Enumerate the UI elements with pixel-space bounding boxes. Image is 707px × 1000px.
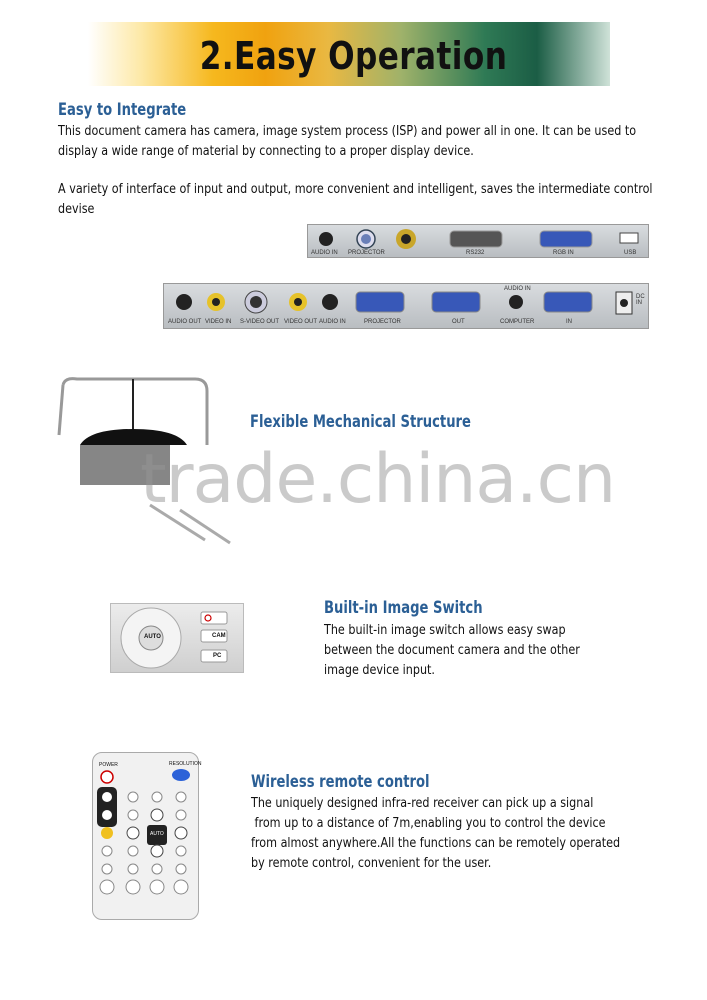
port-panel-top <box>307 224 649 258</box>
port-label: OUT <box>452 319 465 325</box>
port-label: S-VIDEO OUT <box>240 319 280 325</box>
port-label: IN <box>566 319 572 325</box>
heading-built-in-image-switch: Built-in Image Switch <box>324 598 483 618</box>
switch-pc-label: PC <box>213 653 222 659</box>
port-panel-bottom <box>163 283 649 329</box>
port-label: COMPUTER <box>500 319 535 325</box>
switch-cam-label: CAM <box>212 633 226 639</box>
port-label: VIDEO OUT <box>284 319 318 325</box>
port-label: VIDEO IN <box>205 319 232 325</box>
port-label: AUDIO IN <box>504 286 531 292</box>
port-label: AUDIO OUT <box>168 319 202 325</box>
heading-flexible-mechanical-structure: Flexible Mechanical Structure <box>250 412 471 432</box>
port-label: DC IN <box>636 294 645 306</box>
integrate-para1-line2: display a wide range of material by connecting to a proper display device. <box>58 144 474 159</box>
port-label: RGB IN <box>553 250 574 256</box>
remote-auto-label: AUTO <box>150 831 164 837</box>
port-label: AUDIO IN <box>319 319 346 325</box>
heading-easy-to-integrate: Easy to Integrate <box>58 100 187 120</box>
switch-line3: image device input. <box>324 663 435 678</box>
switch-line1: The built-in image switch allows easy swap <box>324 623 566 638</box>
integrate-para2-line1: A variety of interface of input and output, more convenient and intelligent, saves the intermediate control <box>58 182 653 197</box>
remote-resolution-label: RESOLUTION <box>169 761 202 767</box>
port-label: RS232 <box>466 250 485 256</box>
remote-line4: by remote control, convenient for the user. <box>251 856 492 871</box>
port-label: PROJECTOR <box>364 319 401 325</box>
integrate-para1-line1: This document camera has camera, image system process (ISP) and power all in one. It can be used to <box>58 124 637 139</box>
remote-line1: The uniquely designed infra-red receiver can pick up a signal <box>251 796 594 811</box>
image-switch-panel <box>110 603 244 673</box>
remote-power-label: POWER <box>99 762 118 768</box>
port-label: PROJECTOR <box>348 250 385 256</box>
port-label: AUDIO IN <box>311 250 338 256</box>
watermark: trade.china.cn <box>140 440 616 519</box>
remote-buttons-graphic <box>93 753 198 919</box>
port-panel-bottom-graphic <box>164 284 648 328</box>
switch-auto-label: AUTO <box>144 634 161 640</box>
heading-wireless-remote-control: Wireless remote control <box>251 772 430 792</box>
page-title: 2.Easy Operation <box>199 34 508 78</box>
remote-line3: from almost anywhere.All the functions can be remotely operated <box>251 836 621 851</box>
port-label: USB <box>624 250 637 256</box>
integrate-para2-line2: devise <box>58 202 95 217</box>
remote-line2: from up to a distance of 7m,enabling you to control the device <box>251 816 606 831</box>
switch-line2: between the document camera and the other <box>324 643 580 658</box>
remote-control-image <box>92 752 202 920</box>
